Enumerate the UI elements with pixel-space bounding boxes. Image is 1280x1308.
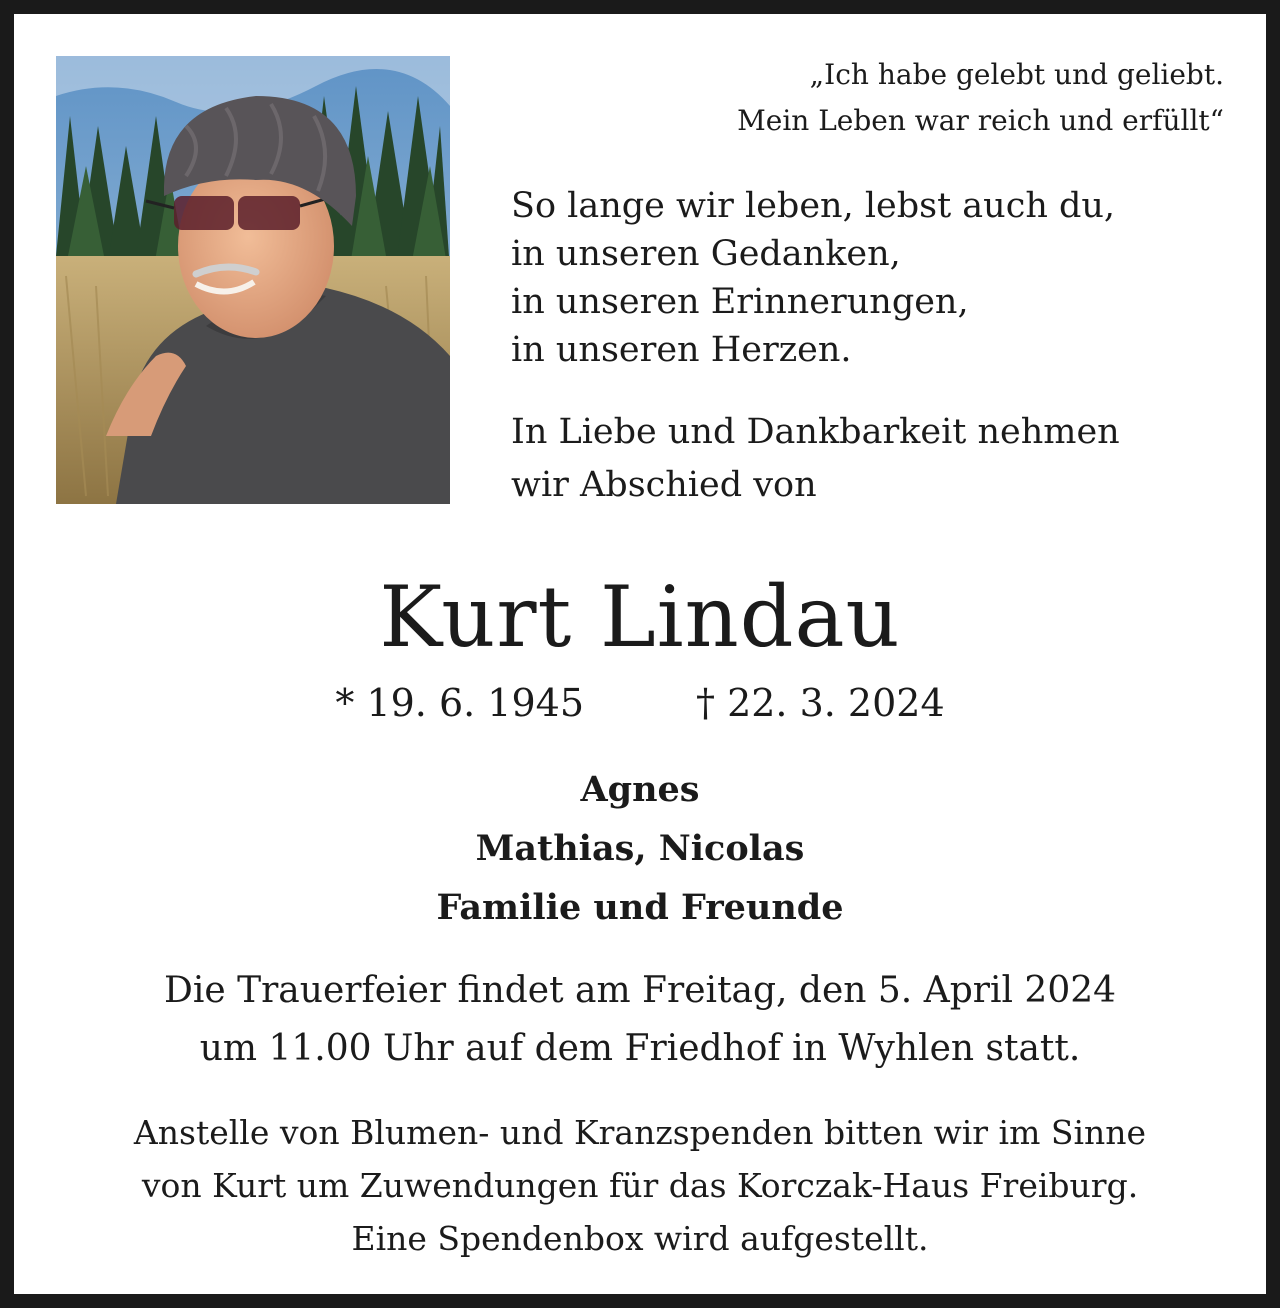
deceased-name: Kurt Lindau [379,568,901,666]
farewell-line: wir Abschied von [511,465,817,505]
mourner-line: Familie und Freunde [436,887,844,928]
donation-note [14,1106,1266,1265]
service-line: um 11.00 Uhr auf dem Friedhof in Wyhlen statt. [199,1028,1081,1069]
mourner-line: Mathias, Nicolas [475,828,805,869]
service-info [14,962,1266,1078]
quote [524,52,1224,144]
quote-line: Mein Leben war reich und erfüllt“ [737,104,1224,137]
service-line: Die Trauerfeier findet am Freitag, den 5. April 2024 [163,970,1117,1011]
poem-line: in unseren Erinnerungen, [511,282,969,322]
poem-line: in unseren Gedanken, [511,234,901,274]
obituary-card [14,14,1266,1294]
quote-line: „Ich habe gelebt und geliebt. [809,58,1224,91]
donation-line: Eine Spendenbox wird aufgestellt. [351,1219,929,1258]
life-dates [14,678,1266,728]
birth-date: * 19. 6. 1945 [335,681,584,725]
farewell-text [511,406,1231,512]
poem [511,182,1231,374]
poem-line: in unseren Herzen. [511,330,852,370]
donation-line: von Kurt um Zuwendungen für das Korczak-Haus Freiburg. [141,1166,1139,1205]
donation-line: Anstelle von Blumen- und Kranzspenden bitten wir im Sinne [133,1113,1147,1152]
mourners [14,760,1266,937]
portrait-photo [56,56,450,504]
poem-line: So lange wir leben, lebst auch du, [511,186,1116,226]
death-date: † 22. 3. 2024 [696,681,945,725]
farewell-line: In Liebe und Dankbarkeit nehmen [511,412,1120,452]
mourner-line: Agnes [580,769,700,810]
